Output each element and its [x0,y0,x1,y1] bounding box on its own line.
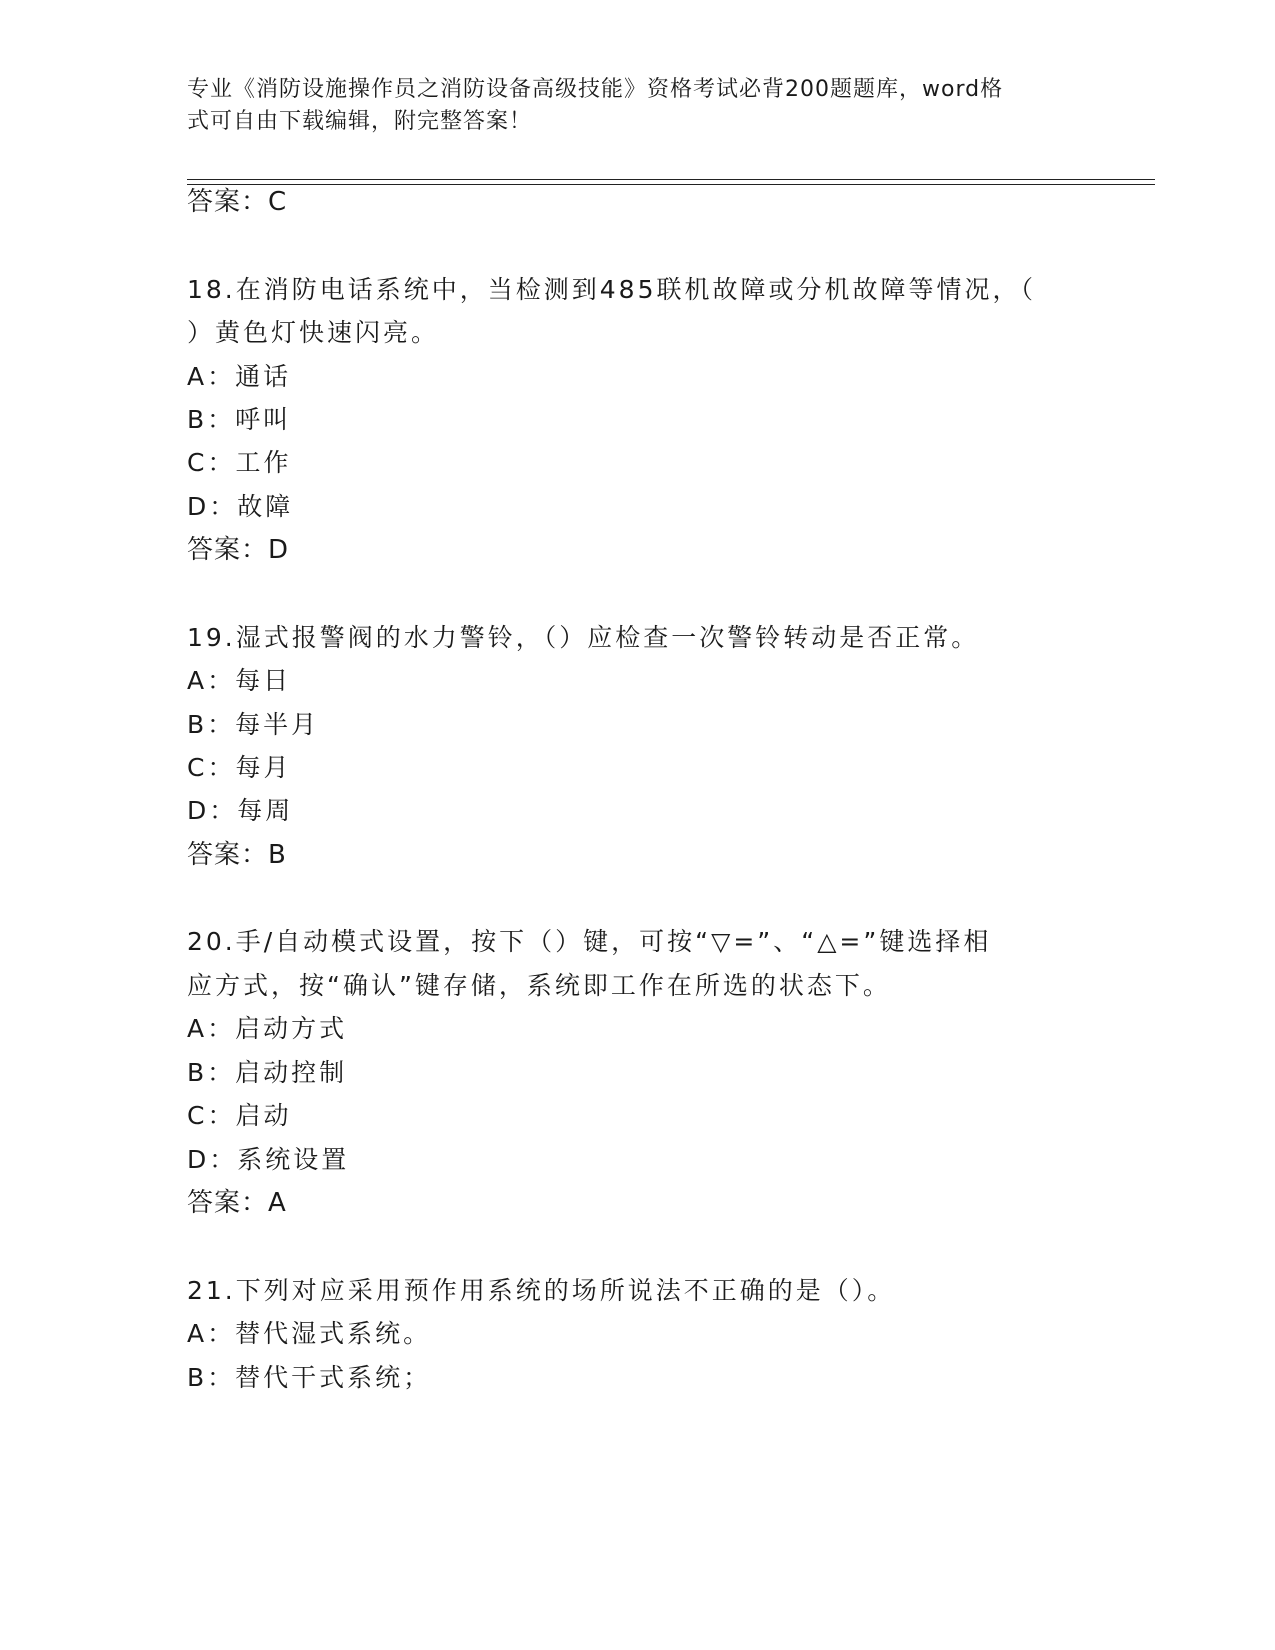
q18-stem-line-2: ）黄色灯快速闪亮。 [187,318,440,347]
q20-option-b: B：启动控制 [187,1058,348,1087]
q18-option-b: B：呼叫 [187,405,292,434]
q18-option-d: D：故障 [187,492,294,521]
q20-stem-line-1: 20.手/自动模式设置，按下（）键，可按“▽=”、“△=”键选择相 [187,927,992,956]
q20-option-c: C：启动 [187,1101,292,1130]
q19-option-c: C：每月 [187,753,292,782]
q19-option-b: B：每半月 [187,710,320,739]
q18-option-a: A：通话 [187,362,292,391]
q19-option-a: A：每日 [187,666,292,695]
header-line-2: 式可自由下载编辑，附完整答案！ [187,109,533,134]
q20-stem-line-2: 应方式，按“确认”键存储，系统即工作在所选的状态下。 [187,971,891,1000]
q18-stem-line-1: 18.在消防电话系统中，当检测到485联机故障或分机故障等情况，（ [187,275,1036,304]
q21-option-a: A：替代湿式系统。 [187,1319,432,1348]
q20-option-d: D：系统设置 [187,1145,350,1174]
q18-option-c: C：工作 [187,448,292,477]
header-divider-top [187,179,1155,180]
q19-option-d: D：每周 [187,796,294,825]
q20-option-a: A：启动方式 [187,1014,348,1043]
q21-stem-line-1: 21.下列对应采用预作用系统的场所说法不正确的是（）。 [187,1276,896,1305]
q19-answer: 答案：B [187,840,287,870]
q20-answer: 答案：A [187,1188,287,1218]
header-line-1: 专业《消防设施操作员之消防设备高级技能》资格考试必背200题题库，word格 [187,77,1004,102]
prev-answer: 答案：C [187,187,288,217]
q19-stem-line-1: 19.湿式报警阀的水力警铃，（）应检查一次警铃转动是否正常。 [187,623,980,652]
q21-option-b: B：替代干式系统； [187,1363,432,1392]
document-header [187,74,1067,138]
q18-answer: 答案：D [187,535,290,565]
